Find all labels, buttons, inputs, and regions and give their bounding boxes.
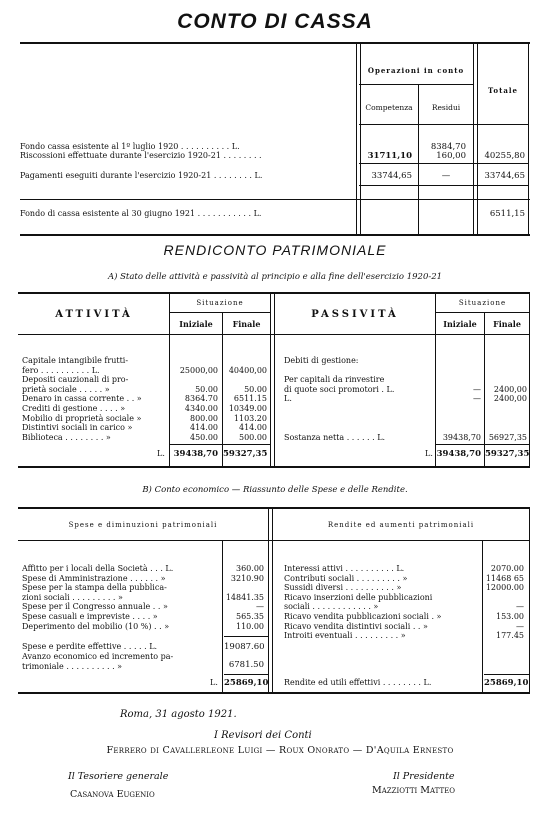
cassa-row-competenza: 31711,10 [367,151,412,161]
cassa-divider-right [473,44,478,234]
spese-total: 25869,10 [224,678,269,688]
cassa-header-bottom-rule [359,124,529,125]
att-row-finale [223,356,267,366]
cassa-top-rule [20,42,530,44]
att-row-finale: 40400,00 [228,365,267,375]
att-row-finale: 10349.00 [228,403,267,413]
cassa-row-residui: — [441,171,451,181]
attivita-labels [22,356,168,442]
att-row-finale: 50.00 [244,384,267,394]
spese-subtotal: 19087.60 [224,642,265,652]
revisori-title: I Revisori dei Conti [214,730,312,741]
rendiconto-title: RENDICONTO PATRIMONIALE [163,242,387,258]
pas-row-iniziale [436,404,481,414]
rendite-row-label: Interessi attivi . . . . . . . . . . L. [284,564,405,573]
pas-row-label: L. [284,394,292,404]
att-situazione: Situazione [196,299,244,307]
rendite-values [484,564,524,641]
att-row-iniziale: 50.00 [195,384,218,394]
pas-row-iniziale [436,414,481,424]
att-total-rule [170,444,270,445]
att-subheader-rule [170,312,270,313]
att-row-label: Mobilio di proprietà sociale » [22,413,142,423]
cassa-header-totale: Totale [488,86,518,95]
spese-row-label: Spese casuali e impreviste . . . . » [22,611,158,621]
rendite-total: 25869,10 [484,678,529,688]
presidente-title: Il Presidente [393,771,455,782]
passivita-labels [284,356,434,442]
section-b-title: B) Conto economico — Riassunto delle Spese e delle Rendite. [142,485,408,495]
spese-subtotal-label: Spese e perdite effettive . . . . . L. [22,642,158,651]
pas-total-l: L. [425,449,433,458]
spese-total-rule [224,674,268,675]
attivita-finale-col [223,356,267,442]
att-row-label: fero . . . . . . . . . . L. [22,365,100,375]
spese-row-value: 14841.35 [225,592,264,602]
rendite-row-label: Contributi sociali . . . . . . . . . » [284,573,408,583]
pas-row-finale [485,356,527,366]
pas-row-iniziale [436,356,481,366]
rendite-row-value: 153.00 [496,611,524,621]
rendite-row-label: Introiti eventuali . . . . . . . . . » [284,631,406,641]
pas-row-finale [485,423,527,433]
att-row-iniziale: 4340.00 [184,403,218,413]
att-finale: Finale [232,319,261,329]
spese-row-value: 360.00 [236,564,264,573]
pas-row-finale: 56927,35 [488,432,527,442]
rendite-row-label: Ricavo vendita distintivi sociali . . » [284,621,428,631]
pas-row-finale [485,414,527,424]
pas-row-label [284,414,434,424]
att-row-finale [223,375,267,385]
cassa-row-residui: 160,00 [436,151,466,161]
att-row-finale: 1103.20 [233,413,267,423]
rendite-col-divider [482,541,483,692]
cassa-row-rule [359,163,529,164]
cassa-subheader-rule [359,84,473,85]
pas-row-label [284,423,434,433]
spese-row-label: Spese per la stampa della pubblica- [22,583,167,593]
section-a-center-divider [270,294,275,466]
spese-row-value: — [256,602,264,612]
att-row-label: Depositi cauzionali di pro- [22,375,129,385]
att-row-finale: 6511.15 [233,394,267,404]
spese-labels [22,564,220,631]
att-row-iniziale: 8364.70 [184,394,218,404]
cassa-row-totale: 40255,80 [484,151,525,161]
rendite-total-rule [484,674,530,675]
pas-total-iniziale: 39438,70 [436,449,481,459]
pas-row-finale [485,375,527,385]
passivita-iniziale-col [436,356,481,442]
section-b-bottom-rule [18,692,530,694]
cassa-row-residui: 8384,70 [430,142,466,152]
cassa-row-competenza: 33744,65 [371,171,412,181]
att-row-iniziale: 414.00 [190,423,218,433]
att-row-label: Distintivi sociali in carico » [22,423,133,433]
signature-date: Roma, 31 agosto 1921. [120,709,237,720]
att-row-iniziale [170,356,218,366]
pas-row-finale [485,404,527,414]
att-row-label: Denaro in cassa corrente . . » [22,394,142,404]
pas-row-iniziale [436,375,481,385]
spese-avanzo: 6781.50 [228,660,264,670]
att-total-finale: 59327,35 [223,449,268,459]
cassa-row-rule [359,185,529,186]
spese-row-label: Spese di Amministrazione . . . . . . » [22,573,166,583]
section-b-center-divider [268,509,273,692]
att-row-finale: 414.00 [239,423,267,433]
revisori-names: Ferrero di Cavallerleone Luigi — Roux Onorato — D'Aquila Ernesto [106,745,454,756]
pas-row-iniziale: — [473,394,481,404]
pas-subheader-rule [436,312,530,313]
section-a-bottom-rule [18,466,530,468]
cassa-row-label: Pagamenti eseguiti durante l'esercizio 1920-21 . . . . . . . . L. [20,171,263,180]
att-row-finale: 500.00 [239,432,267,442]
rendite-row-label: Ricavo inserzioni delle pubblicazioni [284,592,433,602]
cassa-divider-mid [418,84,419,234]
spese-row-label: zioni sociali . . . . . . . . . » [22,592,123,602]
presidente-name: Mazziotti Matteo [372,785,455,796]
rendite-row-label: sociali . . . . . . . . . . . . » [284,602,379,612]
pas-row-label: Per capitali da rinvestire [284,375,385,385]
pas-row-iniziale: 39438,70 [442,432,481,442]
att-row-label: prietà sociale . . . . . » [22,384,110,394]
att-row-iniziale: 25000,00 [179,365,218,375]
cassa-bottom-rule [20,234,530,236]
pas-row-label [284,366,434,376]
pas-situazione: Situazione [458,299,507,307]
passivita-finale-col [485,356,527,442]
spese-avanzo-label: trimoniale . . . . . . . . . . » [22,662,123,671]
spese-col-divider [222,541,223,692]
rendite-labels [284,564,480,641]
pas-row-iniziale [436,423,481,433]
cassa-row-totale: 33744,65 [484,171,525,181]
pas-row-label [284,404,434,414]
tesoriere-name: Casanova Eugenio [70,789,155,800]
section-b-header-bottom [18,540,530,541]
cassa-header-operazioni: Operazioni in conto [367,66,465,75]
att-iniziale: Iniziale [179,319,213,329]
spese-header: Spese e diminuzioni patrimoniali [68,521,218,529]
att-total-l: L. [157,449,165,458]
att-total-iniziale: 39438,70 [173,449,218,459]
cassa-row-totale: 6511,15 [489,209,525,219]
spese-row-value: 110.00 [236,621,264,631]
spese-subtotal-rule [224,636,268,637]
pas-row-iniziale [436,366,481,376]
page-title: CONTO DI CASSA [177,10,373,33]
spese-row-label: Spese per il Congresso annuale . . » [22,602,168,612]
att-row-label: Crediti di gestione . . . . » [22,403,126,413]
rendite-row-value [484,593,524,603]
attivita-header: ATTIVITÀ [55,309,133,320]
rendite-row-value: 11468 65 [485,573,524,583]
pas-row-iniziale: — [473,384,481,394]
rendite-total-label: Rendite ed utili effettivi . . . . . . . . L. [284,678,432,687]
att-row-iniziale [170,375,218,385]
att-row-label: Biblioteca . . . . . . . . » [22,432,111,442]
section-b-right-edge [529,509,530,692]
rendite-row-value: 2070.00 [490,564,524,573]
pas-row-label: Debiti di gestione: [284,356,359,365]
rendite-row-value: 12000.00 [485,583,524,593]
spese-avanzo-label: Avanzo economico ed incremento pa- [22,652,174,661]
pas-finale: Finale [493,319,521,329]
att-row-iniziale: 800.00 [190,413,218,423]
cassa-row-rule [20,199,530,200]
cassa-row-label: Riscossioni effettuate durante l'esercizio 1920-21 . . . . . . . . [20,151,262,160]
pas-row-label: Sostanza netta . . . . . . L. [284,432,386,442]
pas-total-rule [436,444,530,445]
spese-values [224,564,264,631]
spese-row-value: 565.35 [236,611,264,621]
pas-total-finale: 59327,35 [485,449,530,459]
rendite-row-value: 177.45 [496,631,524,641]
cassa-row-label: Fondo cassa esistente al 1º luglio 1920 . . . . . . . . . . L. [20,142,240,151]
section-b-top-rule [18,507,530,509]
section-a-title: A) Stato delle attività e passività al principio e alla fine dell'esercizio 1920-21 [107,272,443,282]
cassa-right-edge [528,44,529,234]
pas-row-finale [485,366,527,376]
spese-row-value [224,583,264,593]
rendite-row-label: Ricavo vendita pubblicazioni sociali . » [284,611,442,621]
attivita-iniziale-col [170,356,218,442]
att-row-label: Capitale intangibile frutti- [22,356,129,365]
rendite-row-value: — [516,602,524,612]
section-a-header-bottom [18,334,530,335]
pas-iniziale: Iniziale [443,319,477,329]
cassa-header-residui: Residui [431,103,461,112]
rendite-header: Rendite ed aumenti patrimoniali [327,521,475,529]
pas-right-edge [529,294,530,466]
spese-row-label: Deperimento del mobilio (10 %) . . » [22,621,170,631]
rendite-row-label: Sussidi diversi . . . . . . . . . . » [284,583,402,593]
pas-row-finale: 2400,00 [493,394,527,404]
tesoriere-title: Il Tesoriere generale [68,771,169,782]
att-row-iniziale: 450.00 [190,432,218,442]
pas-row-label: di quote soci promotori . L. [284,384,395,394]
cassa-header-competenza: Competenza [365,103,413,112]
spese-row-label: Affitto per i locali della Società . . . L. [22,564,174,573]
passivita-header: PASSIVITÀ [311,309,399,320]
cassa-row-label: Fondo di cassa esistente al 30 giugno 1921 . . . . . . . . . . . L. [20,209,262,218]
rendite-row-value: — [516,621,524,631]
spese-total-l: L. [210,678,218,687]
spese-row-value: 3210.90 [230,573,264,583]
pas-row-finale: 2400,00 [493,384,527,394]
